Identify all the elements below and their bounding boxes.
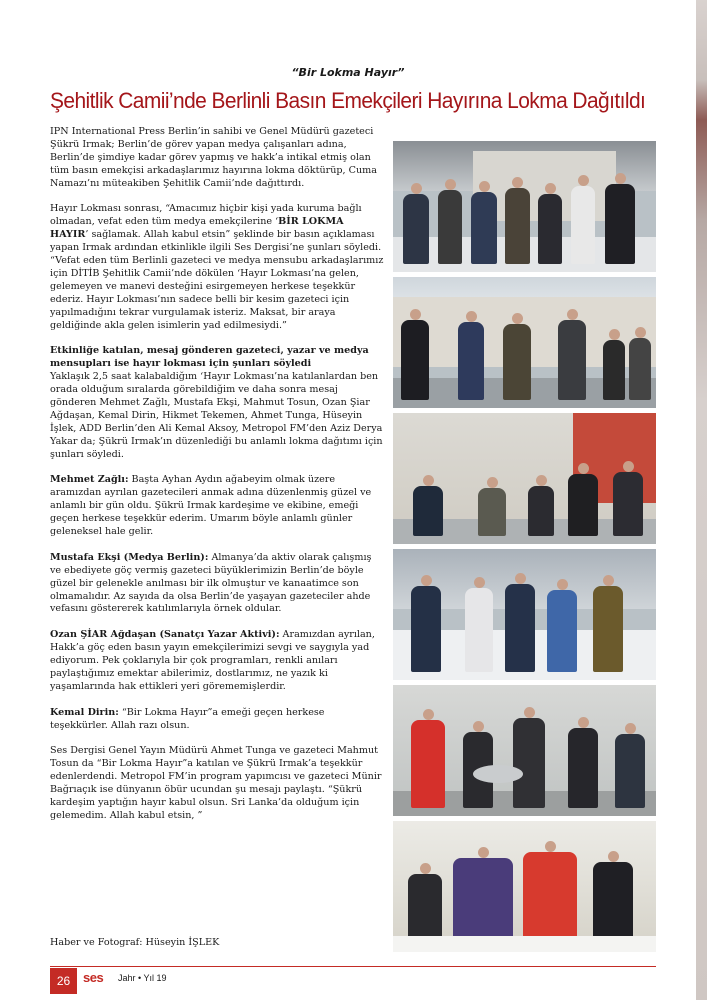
paragraph: IPN International Press Berlin’in sahibi ve Genel Müdürü gazeteci Şükrü Irmak; Berlin’de görev yapan medya çalışanları adına, Berlin’de şimdiye kadar görev yapmış ve hakk’a intikal etmiş olan tüm basın emekçisi arkadaşlarımız hayırına lokma döktürüp, Cuma Namazı’nı müteakiben Şehitlik Camii’nde dağıttırdı. xyxy=(50,126,377,189)
subheading-paragraph xyxy=(50,345,384,371)
photo-mosque-yard xyxy=(393,277,656,408)
paragraph: Yaklaşık 2,5 saat kalabaldiğım ‘Hayır Lokması’na katılanlardan ben orada olduğum sıralarda görebildiğim ve daha sonra mesaj gönderen Mehmet Zağlı, Mustafa Ekşi, Mahmut Tosun, Ozan Şiar Ağdaşan, Kemal Dirin, Hikmet Tekemen, Ahmet Tunga, Hüseyin İşlek, ADD Berlin’den Ali Kemal Aksoy, Metropol FM’den Aziz Derya Yakar da; Şükrü Irmak’ın düzenlediği bu anlamlı lokma dağıtımı için şunları söyledi. xyxy=(50,371,383,460)
page-number: 26 xyxy=(50,968,77,994)
quote-author: Kemal Dirin: xyxy=(50,706,119,718)
headline: Şehitlik Camii’nde Berlinli Basın Emekçileri Hayırına Lokma Dağıtıldı xyxy=(50,88,646,113)
quote: Ozan ŞİAR Ağdaşan (Sanatçı Yazar Aktivi): Aramızdan ayrılan, Hakk’a göç eden basın yayın emekçilerimizi sevgi ve saygıyla yad ediyorum. Pek çoklarıyla bir çok programları, renkli anıları paylaştığımız emektar abilerimiz, dostlarımız, ne yazık ki yaşamlarında hak ettikleri yeri görememişlerdir. xyxy=(50,629,375,692)
issue-label: Jahr • Yıl 19 xyxy=(118,973,167,983)
kicker: “Bir Lokma Hayır” xyxy=(291,66,405,79)
photo-crowd-street xyxy=(393,413,656,544)
quote-author: Mustafa Ekşi (Medya Berlin): xyxy=(50,551,209,563)
photo-group-snow xyxy=(393,549,656,680)
photo-kitchen-stall xyxy=(393,821,656,952)
quote: Mehmet Zağlı: Başta Ayhan Aydın ağabeyim olmak üzere aramızdan ayrılan gazetecileri anmak adına düzenlenmiş güzel ve anlamlı bir gün oldu. Şükrü Irmak kardeşime ve ekibine, emeği geçen herkese teşekkür ederim. Umarım böyle anlamlı günler geleneksel hale gelir. xyxy=(50,474,372,538)
paragraph: Ses Dergisi Genel Yayın Müdürü Ahmet Tunga ve gazeteci Mahmut Tosun da “Bir Lokma Hayır”a katılan ve Şükrü Irmak’a teşekkür edenlerdendi. Metropol FM’in program yapımcısı ve gazeteci Münir Bağrıaçık ise dünyanın öbür ucundan şu mesajı paylaştı. “Şükrü kardeşim yaptığın hayır kabul olsun. Sri Lanka’da olduğum için gelemedim. Allah kabul etsin, ” xyxy=(50,745,382,821)
photo-group-outdoor xyxy=(393,141,656,272)
magazine-logo: ses xyxy=(83,970,104,985)
photo-column xyxy=(393,141,656,957)
footer-rule xyxy=(50,966,656,967)
quote: Kemal Dirin: “Bir Lokma Hayır”a emeği geçen herkese teşekkürler. Allah razı olsun. xyxy=(50,706,325,731)
article-body xyxy=(50,126,384,836)
photo-food-table xyxy=(393,685,656,816)
paragraph: Hayır Lokması sonrası, “Amacımız hiçbir kişi yada kuruma bağlı olmadan, vefat eden tüm medya emekçilerine ‘BİR LOKMA HAYIR’ sağlamak. Allah kabul etsin” şeklinde bir basın açıklaması yapan Irmak ardından etkinlikle ilgili Ses Dergisi’ne şunları söyledi. “Vefat eden tüm Berlinli gazeteci ve medya mensubu arkadaşlarımız için DİTİB Şehitlik Camii’nde dökülen ‘Hayır Lokması’na gelen, gelemeyen ve manevi desteğini esirgemeyen herkese teşekkür ederiz. Hayır Lokması’nın sadece belli bir kesim gazeteci için yapılmadığını tekrar vurgulamak isteriz. Maksat, bir araya geldiğinde akla gelen isimlerin yad edilmesiydi.” xyxy=(50,203,384,331)
subheading: Etkinliğe katılan, mesaj gönderen gazeteci, yazar ve medya mensupları ise hayır lokması için şunları söyledi xyxy=(50,345,369,370)
photo-credit: Haber ve Fotograf: Hüseyin İŞLEK xyxy=(50,937,220,948)
quote-author: Mehmet Zağlı: xyxy=(50,474,129,486)
quote: Mustafa Ekşi (Medya Berlin): Almanya’da aktiv olarak çalışmış ve ebediyete göç vermiş gazeteci büyüklerimizin Berlin’de böyle güzel bir gelenekle anılması bir ilk olmuştur ve kanaatimce son olmamalıdır. Az sayıda da olsa Berlin’de yaşayan gazeteciler ahde vefasını göstererek katılımlarıyla örnek oldular. xyxy=(50,551,372,615)
quote-author: Ozan ŞİAR Ağdaşan (Sanatçı Yazar Aktivi): xyxy=(50,629,280,641)
adjacent-page-edge xyxy=(696,0,707,1000)
